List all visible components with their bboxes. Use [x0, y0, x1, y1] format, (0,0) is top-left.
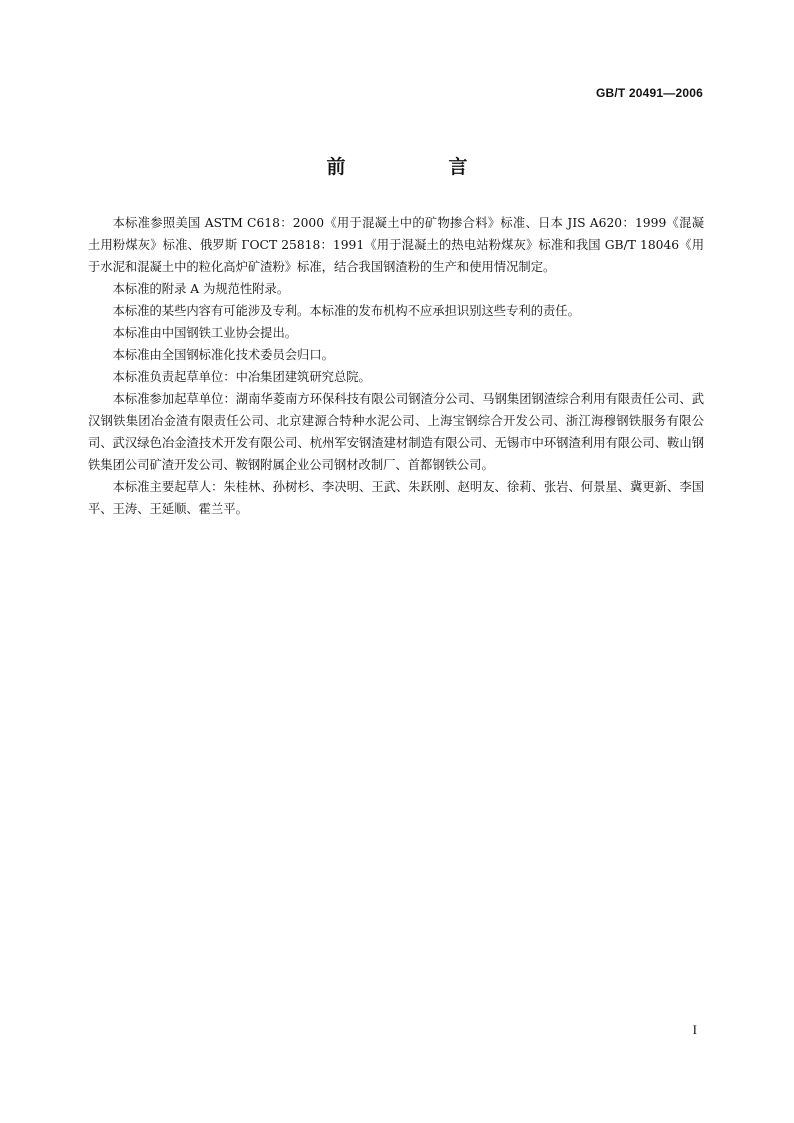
paragraph-participating-drafters: 本标准参加起草单位：湖南华菱南方环保科技有限公司钢渣分公司、马钢集团钢渣综合利用有限责任公司、武汉钢铁集团冶金渣有限责任公司、北京建源合特种水泥公司、上海宝钢综合开发公司、浙江海穆钢铁服务有限公司、武汉绿色冶金渣技术开发有限公司、杭州军安钢渣建材制造有限公司、无锡市中环钢渣利用有限公司、鞍山钢铁集团公司矿渣开发公司、鞍钢附属企业公司钢材改制厂、首都钢铁公司。	[88, 392, 704, 472]
paragraph-main-drafters: 本标准主要起草人：朱桂林、孙树杉、李决明、王武、朱跃刚、赵明友、徐莉、张岩、何景星、冀更新、李国平、王涛、王延顺、霍兰平。	[88, 480, 704, 516]
page-title: 前 言	[326, 156, 510, 178]
paragraph-proposed-by: 本标准由中国钢铁工业协会提出。	[112, 326, 298, 340]
paragraph-lead-drafter: 本标准负责起草单位：中冶集团建筑研究总院。	[112, 370, 371, 384]
paragraph-under-jurisdiction: 本标准由全国钢标准化技术委员会归口。	[112, 348, 334, 362]
page-number: I	[692, 1022, 697, 1037]
paragraph-appendix: 本标准的附录 A 为规范性附录。	[112, 282, 290, 296]
paragraph-patent: 本标准的某些内容有可能涉及专利。本标准的发布机构不应承担识别这些专利的责任。	[112, 304, 580, 318]
standard-number: GB/T 20491—2006	[595, 86, 703, 100]
paragraph-references: 本标准参照美国 ASTM C618：2000《用于混凝土中的矿物掺合料》标准、日本 JIS A620：1999《混凝土用粉煤灰》标准、俄罗斯 ГОСТ 25818：1991《用于混凝土的热电站粉煤灰》标准和我国 GB/T 18046《用于水泥和混凝土中的粒化高炉矿渣粉》标准，结合我国钢渣粉的生产和使用情况制定。	[88, 216, 704, 274]
foreword-body	[88, 212, 704, 520]
